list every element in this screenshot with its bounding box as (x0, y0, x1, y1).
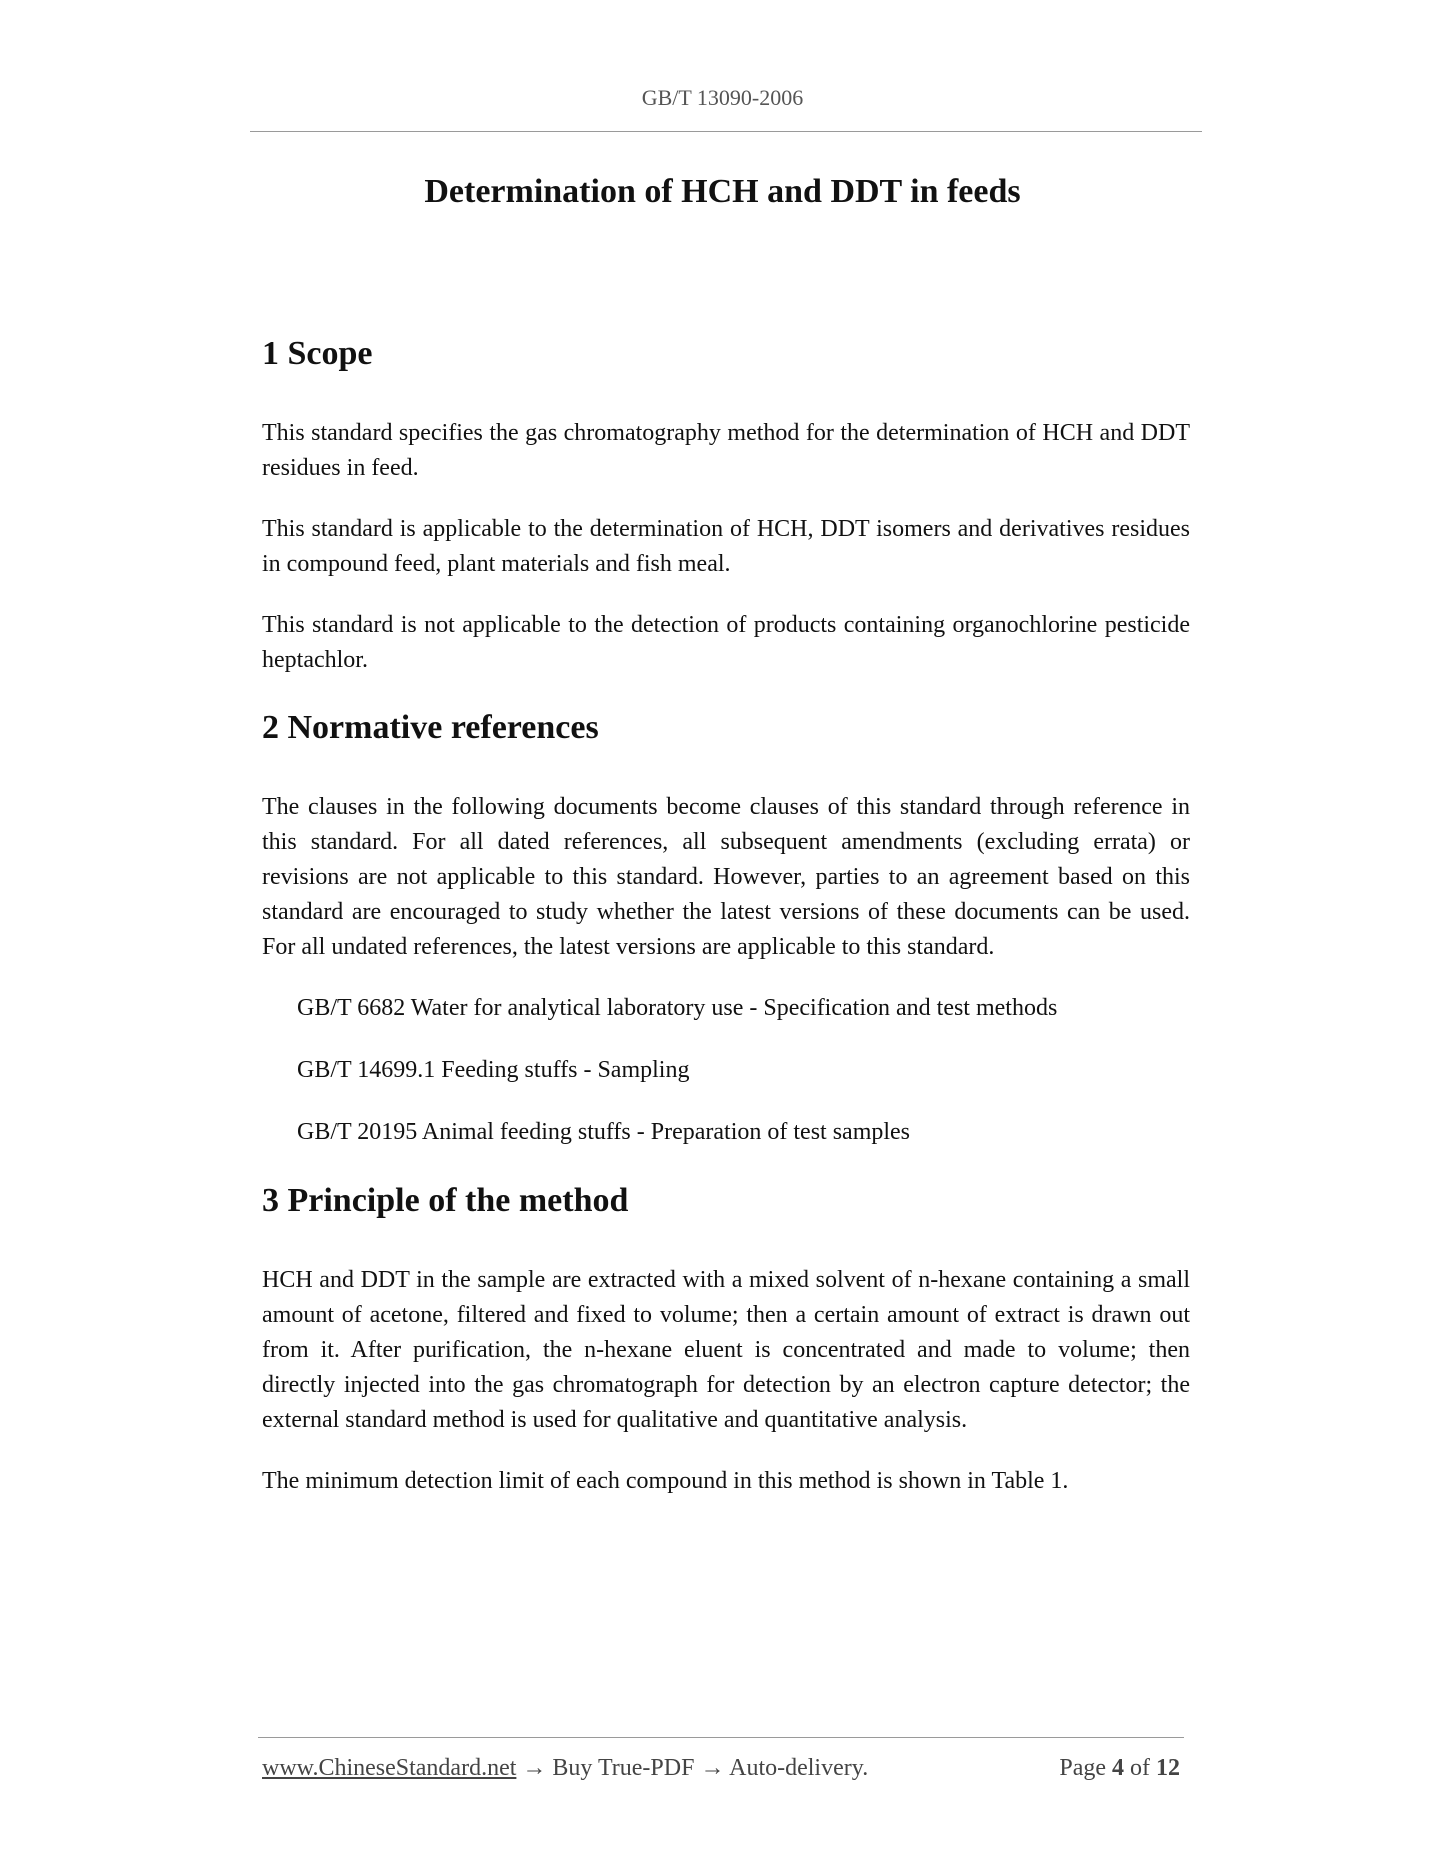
section-scope (262, 330, 1190, 678)
section-normative-references (262, 704, 1190, 1150)
paragraph: This standard is not applicable to the detection of products containing organochlorine pesticide heptachlor. (262, 612, 1190, 673)
reference-item: GB/T 20195 Animal feeding stuffs - Preparation of test samples (297, 1119, 911, 1145)
page-indicator (1059, 1755, 1180, 1782)
footer-left (262, 1755, 868, 1782)
section-heading: 2 Normative references (262, 709, 599, 746)
section-heading: 1 Scope (262, 335, 373, 372)
paragraph: This standard is applicable to the determination of HCH, DDT isomers and derivatives residues in compound feed, plant materials and fish meal. (262, 516, 1190, 577)
page-footer (262, 1755, 1180, 1782)
footer-promo: → Buy True-PDF → Auto-delivery. (516, 1755, 869, 1781)
running-header: GB/T 13090-2006 (641, 85, 804, 110)
section-principle (262, 1177, 1190, 1499)
section-heading: 3 Principle of the method (262, 1182, 629, 1219)
paragraph: The clauses in the following documents become clauses of this standard through reference in this standard. For all dated references, all subsequent amendments (excluding errata) or revisions are not applicable to this standard. However, parties to an agreement based on this standard are encouraged to study whether the latest versions of these documents can be used. For all undated references, the latest versions are applicable to this standard. (262, 794, 1190, 960)
header-divider (250, 131, 1202, 132)
page-of-label: of (1130, 1755, 1150, 1781)
page-current: 4 (1112, 1755, 1124, 1781)
paragraph: HCH and DDT in the sample are extracted with a mixed solvent of n-hexane containing a small amount of acetone, filtered and fixed to volume; then a certain amount of extract is drawn out from it. After purification, the n-hexane eluent is concentrated and made to volume; then directly injected into the gas chromatograph for detection by an electron capture detector; the external standard method is used for qualitative and quantitative analysis. (262, 1267, 1190, 1433)
site-link[interactable]: www.ChineseStandard.net (262, 1755, 517, 1781)
reference-item: GB/T 6682 Water for analytical laboratory use - Specification and test methods (297, 995, 1058, 1021)
document-body (262, 330, 1190, 1525)
paragraph: This standard specifies the gas chromatography method for the determination of HCH and DDT residues in feed. (262, 420, 1190, 481)
page-label: Page (1059, 1755, 1106, 1781)
paragraph: The minimum detection limit of each compound in this method is shown in Table 1. (262, 1468, 1069, 1494)
document-title: Determination of HCH and DDT in feeds (424, 173, 1021, 210)
footer-divider (258, 1737, 1184, 1738)
reference-list (262, 991, 1190, 1150)
page-total: 12 (1156, 1755, 1180, 1781)
reference-item: GB/T 14699.1 Feeding stuffs - Sampling (297, 1057, 690, 1083)
